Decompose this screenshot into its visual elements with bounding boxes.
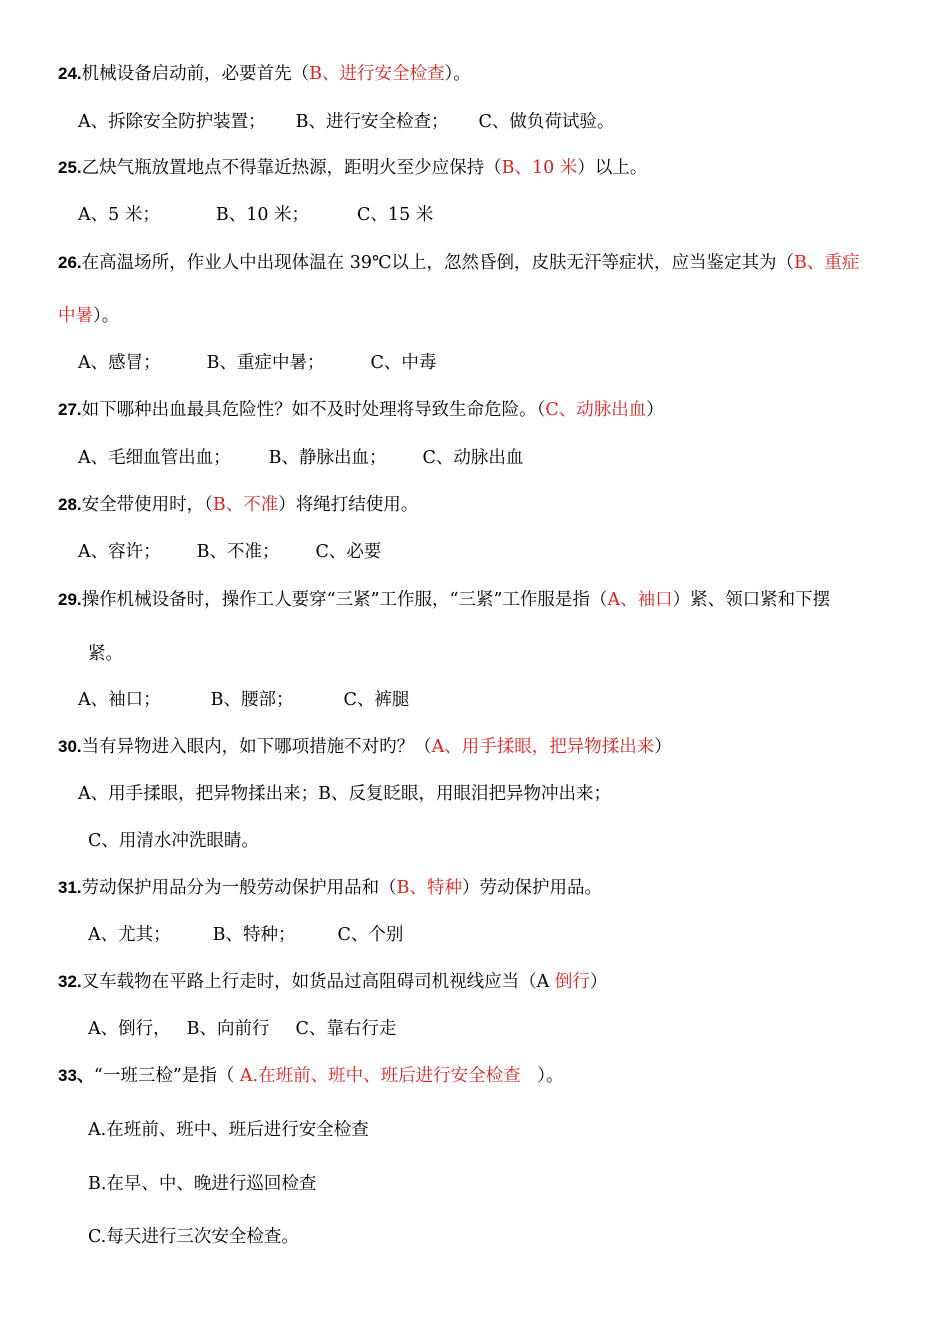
options-30-line2: [88, 829, 259, 853]
option-a: A、倒行，: [88, 1019, 171, 1039]
question-text-end: ）以上。: [577, 158, 648, 178]
question-text: 如下哪种出血最具危险性？如不及时处理将导致生命危险。（: [81, 400, 546, 420]
option-c: C、动脉出血: [422, 448, 524, 468]
option-33-a: [88, 1118, 369, 1142]
question-number: 24.: [58, 64, 82, 83]
answer-text-continuation: 中暑: [58, 306, 93, 326]
question-31: [58, 876, 602, 900]
question-25: [58, 156, 647, 180]
question-text-end: ）: [654, 737, 672, 757]
answer-text: B、10 米: [501, 158, 578, 178]
question-26-continuation: [58, 304, 119, 328]
answer-text: A、用手揉眼，把异物揉出来: [431, 737, 655, 757]
option-a: A、尤其；: [88, 925, 171, 945]
options-28: [78, 540, 381, 564]
question-28: [58, 493, 418, 517]
option-a: A、袖口；: [78, 690, 161, 710]
options-26: [78, 351, 436, 375]
option-c: C、裤腿: [343, 690, 410, 710]
option-b: B、腰部；: [210, 690, 294, 710]
question-29: [58, 588, 830, 612]
options-27: [78, 446, 523, 470]
answer-text: B、重症: [794, 253, 860, 273]
question-number: 32.: [58, 972, 82, 991]
question-number: 25.: [58, 158, 82, 177]
options-29: [78, 688, 409, 712]
option-b: B、静脉出血；: [268, 448, 387, 468]
question-number: 31.: [58, 878, 82, 897]
question-text-end: ）。: [93, 306, 120, 326]
option-c: C、15 米: [357, 205, 434, 225]
question-number: 27.: [58, 400, 82, 419]
option-c: C、个别: [337, 925, 404, 945]
question-text: 安全带使用时，（: [81, 495, 213, 515]
option-a-b: A、用手揉眼，把异物揉出来；B、反复眨眼，用眼泪把异物冲出来；: [78, 784, 611, 804]
answer-text: C、动脉出血: [545, 400, 647, 420]
answer-text: B、特种: [396, 878, 463, 898]
option-a: A、毛细血管出血；: [78, 448, 231, 468]
question-text-end: ）紧、领口紧和下摆: [672, 590, 831, 610]
question-text-end: ）: [646, 400, 664, 420]
options-32: [88, 1017, 396, 1041]
question-number: 33、: [58, 1066, 94, 1085]
question-text-end: ）劳动保护用品。: [462, 878, 603, 898]
option-b: B、进行安全检查；: [295, 112, 449, 132]
option-c: C.每天进行三次安全检查。: [88, 1227, 299, 1247]
question-24: [58, 62, 471, 86]
question-text-end: ）将绳打结使用。: [278, 495, 419, 515]
question-number: 26.: [58, 253, 82, 272]
question-text: “一班三检”是指（: [93, 1066, 240, 1086]
option-b: B、向前行: [186, 1019, 270, 1039]
options-24: [78, 110, 614, 134]
question-text-end: ）: [589, 972, 608, 992]
option-c: C、必要: [315, 542, 382, 562]
question-number: 30.: [58, 737, 82, 756]
question-27: [58, 398, 664, 422]
question-text-end: ）。: [520, 1066, 564, 1086]
option-b: B、特种；: [212, 925, 296, 945]
option-c: C、中毒: [370, 353, 437, 373]
question-32: [58, 970, 607, 994]
question-number: 28.: [58, 495, 82, 514]
question-26: [58, 251, 859, 275]
option-a: A、5 米；: [78, 205, 160, 225]
option-33-b: [88, 1172, 316, 1196]
options-25: [78, 203, 433, 227]
answer-text: A.在班前、班中、班后进行安全检查: [239, 1066, 521, 1086]
options-30-line1: [78, 782, 611, 806]
question-30: [58, 735, 672, 759]
answer-text: B、不准: [212, 495, 279, 515]
option-b: B、不准；: [196, 542, 280, 562]
option-b: B、10 米；: [215, 205, 310, 225]
question-text: 在高温场所，作业人中出现体温在 39℃以上，忽然昏倒，皮肤无汗等症状，应当鉴定其为（: [81, 253, 795, 273]
option-b: B、重症中暑；: [206, 353, 325, 373]
option-c: C、靠右行走: [295, 1019, 397, 1039]
question-text-end: ）。: [444, 64, 471, 84]
answer-text: 倒行: [554, 972, 590, 992]
option-33-c: [88, 1225, 299, 1249]
option-a: A、感冒；: [78, 353, 161, 373]
question-text: 当有异物进入眼内，如下哪项措施不对旳？（: [81, 737, 432, 757]
option-c: C、用清水冲洗眼睛。: [88, 831, 259, 851]
question-text: 劳动保护用品分为一般劳动保护用品和（: [81, 878, 397, 898]
answer-text: A、袖口: [607, 590, 673, 610]
question-29-continuation: [88, 642, 123, 666]
option-a: A、容许；: [78, 542, 161, 562]
question-text: 机械设备启动前，必要首先（: [81, 64, 310, 84]
options-31: [88, 923, 403, 947]
question-33: [58, 1064, 564, 1088]
question-text: 乙炔气瓶放置地点不得靠近热源，距明火至少应保持（: [81, 158, 502, 178]
question-continuation: 紧。: [88, 644, 123, 664]
question-text: 叉车载物在平路上行走时，如货品过高阻碍司机视线应当（A: [81, 972, 555, 992]
question-number: 29.: [58, 590, 82, 609]
question-text: 操作机械设备时，操作工人要穿“三紧”工作服，“三紧”工作服是指（: [81, 590, 608, 610]
option-c: C、做负荷试验。: [478, 112, 615, 132]
option-b: B.在早、中、晚进行巡回检查: [88, 1174, 317, 1194]
option-a: A、拆除安全防护装置；: [78, 112, 266, 132]
answer-text: B、进行安全检查: [309, 64, 445, 84]
option-a: A.在班前、班中、班后进行安全检查: [88, 1120, 369, 1140]
